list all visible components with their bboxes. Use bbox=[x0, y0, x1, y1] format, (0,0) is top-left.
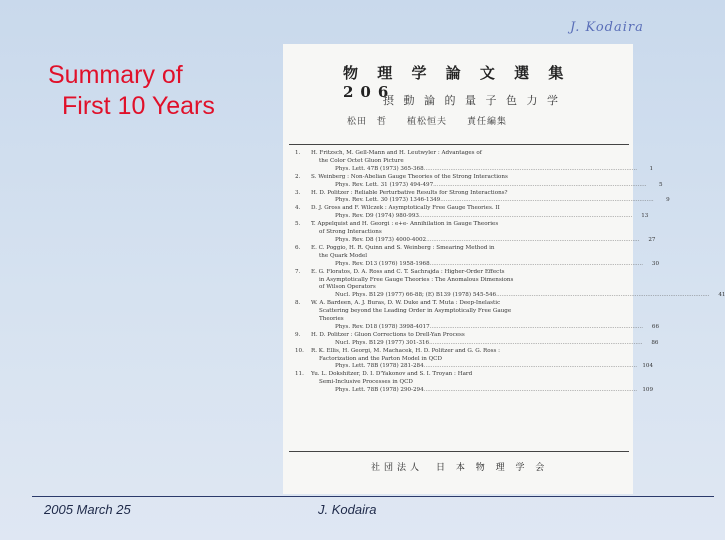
toc-entry-text: Phys. Lett. 47B (1973) 365-368 bbox=[335, 165, 424, 172]
slide-title-line-2: First 10 Years bbox=[62, 92, 215, 120]
toc-entry-text: E. G. Floratos, D. A. Ross and C. T. Sachrajda : Higher-Order Effects bbox=[311, 268, 505, 275]
toc-entry-text: S. Weinberg : Non-Abelian Gauge Theories of the Strong Interactions bbox=[311, 173, 508, 180]
toc-entry bbox=[291, 197, 670, 205]
toc-entry-text: T. Appelquist and H. Georgi : e+e- Annihilation in Gauge Theories bbox=[311, 221, 499, 228]
toc-entry-text: the Quark Model bbox=[319, 252, 368, 259]
toc-entry bbox=[291, 269, 625, 277]
toc-entry-page: 13 bbox=[641, 213, 649, 220]
toc-entry-number: 9. bbox=[295, 331, 301, 338]
toc-entry-page: 5 bbox=[658, 181, 663, 188]
toc-entry bbox=[291, 316, 625, 324]
toc-entry-text: of Strong Interactions bbox=[319, 229, 382, 236]
toc-entry bbox=[291, 323, 660, 332]
toc-entry bbox=[291, 165, 654, 174]
document-title: 物 理 学 論 文 選 集 206 bbox=[343, 64, 571, 101]
scanned-document bbox=[283, 44, 725, 494]
toc-entry bbox=[291, 253, 625, 261]
toc-entry-text: of Wilson Operators bbox=[319, 284, 376, 291]
footer-date: 2005 March 25 bbox=[44, 502, 131, 517]
toc-entry bbox=[291, 245, 625, 253]
toc-leader-dots: ........................................................................................................................ bbox=[423, 387, 638, 394]
toc-entry-text: the Color Octet Gluon Picture bbox=[319, 157, 404, 164]
toc-entry-text: Nucl. Phys. B129 (1977) 301-316 bbox=[335, 339, 430, 346]
toc-entry-number: 7. bbox=[295, 268, 301, 275]
toc-entry bbox=[291, 236, 656, 245]
footer-author: J. Kodaira bbox=[318, 502, 377, 517]
toc-leader-dots: ........................................................................................................................ bbox=[423, 165, 638, 172]
toc-entry-text: Phys. Rev. D13 (1976) 1958-1968 bbox=[335, 260, 430, 267]
toc-entry bbox=[291, 371, 625, 379]
toc-leader-dots: ........................................................................................................................ bbox=[429, 323, 644, 330]
toc-entry-text: Phys. Rev. D9 (1974) 980-993 bbox=[335, 213, 419, 220]
toc-entry-number: 6. bbox=[295, 244, 301, 251]
toc-entry-page: 104 bbox=[642, 363, 654, 370]
toc-leader-dots: ........................................................................................................................ bbox=[418, 213, 633, 220]
document-subtitle: 摂 動 論 的 量 子 色 力 学 bbox=[383, 94, 561, 107]
toc-entry-text: Phys. Rev. Lett. 31 (1973) 494-497 bbox=[335, 181, 434, 188]
toc-entry-text: R. K. Ellis, H. Georgi, M. Machacek, H. D. Politzer and G. G. Ross : bbox=[311, 347, 501, 354]
toc-entry bbox=[291, 348, 625, 356]
toc-entry-text: H. D. Politzer : Gluon Corrections to Drell-Yan Process bbox=[311, 331, 465, 338]
toc-entry-page: 30 bbox=[651, 260, 660, 267]
toc-entry bbox=[291, 292, 725, 300]
toc-leader-dots: ........................................................................................................................ bbox=[440, 197, 654, 204]
toc-entry-text: Phys. Rev. Lett. 30 (1973) 1346-1349 bbox=[335, 197, 441, 204]
toc-entry-text: H. Fritzsch, M. Gell-Mann and H. Leutwyler : Advantages of bbox=[311, 150, 482, 156]
toc-entry-text: Phys. Rev. D8 (1973) 4000-4002 bbox=[335, 236, 427, 243]
toc-entry bbox=[291, 229, 625, 237]
toc-entry-text: W. A. Bardeen, A. J. Buras, D. W. Duke and T. Muta : Deep-Inelastic bbox=[311, 300, 501, 307]
toc-entry-text: Nucl. Phys. B129 (1977) 66-88; (E) B139 (1978) 545-546 bbox=[335, 292, 497, 299]
document-publisher: 社団法人 日 本 物 理 学 会 bbox=[371, 463, 549, 473]
slide-title bbox=[48, 60, 215, 122]
toc-entry-text: Factorization and the Parton Model in QCD bbox=[319, 355, 442, 362]
toc-entry-number: 8. bbox=[295, 300, 301, 307]
toc-entry bbox=[291, 221, 625, 229]
toc-entry-text: Phys. Rev. D18 (1978) 3998-4017 bbox=[335, 323, 430, 330]
toc-leader-dots: ........................................................................................................................ bbox=[433, 181, 647, 188]
toc-entry-page: 27 bbox=[648, 236, 656, 243]
toc-entry-text: Semi-Inclusive Processes in QCD bbox=[319, 379, 413, 386]
toc-leader-dots: ........................................................................................................................ bbox=[423, 363, 638, 370]
toc-entry-text: Scattering beyond the Leading Order in Asymptotically Free Gauge bbox=[319, 308, 512, 315]
toc-entry-page: 66 bbox=[651, 323, 660, 330]
toc-entry bbox=[291, 308, 625, 316]
toc-leader-dots: ........................................................................................................................ bbox=[426, 236, 640, 243]
author-signature: J. Kodaira bbox=[570, 20, 644, 35]
toc-entry bbox=[291, 387, 654, 395]
table-of-contents bbox=[291, 150, 725, 395]
toc-entry bbox=[291, 181, 663, 190]
toc-entry-text: Phys. Lett. 78B (1978) 290-294 bbox=[335, 387, 424, 394]
document-editors: 松田 哲 植松恒夫 責任編集 bbox=[347, 117, 508, 127]
toc-leader-dots: ........................................................................................................................ bbox=[496, 292, 710, 299]
toc-entry bbox=[291, 339, 659, 348]
toc-entry-page: 109 bbox=[642, 387, 654, 394]
toc-entry-page: 86 bbox=[651, 339, 659, 346]
toc-entry-text: H. D. Politzer : Reliable Perturbative Results for Strong Interactions? bbox=[311, 189, 508, 196]
toc-entry-number: 5. bbox=[295, 221, 301, 228]
toc-entry-text: E. C. Poggio, H. R. Quinn and S. Weinberg : Smearing Method in bbox=[311, 244, 495, 251]
toc-entry bbox=[291, 260, 660, 269]
toc-leader-dots: ........................................................................................................................ bbox=[429, 260, 644, 267]
toc-entry bbox=[291, 174, 625, 182]
toc-entry bbox=[291, 213, 649, 221]
toc-entry-number: 3. bbox=[295, 189, 301, 196]
toc-entry bbox=[291, 379, 625, 387]
divider bbox=[289, 144, 629, 145]
toc-entry-text: Phys. Lett. 78B (1978) 281-284 bbox=[335, 363, 424, 370]
toc-entry bbox=[291, 363, 654, 371]
divider bbox=[289, 451, 629, 452]
toc-entry bbox=[291, 158, 625, 166]
toc-leader-dots: ........................................................................................................................ bbox=[429, 339, 643, 346]
toc-entry bbox=[291, 150, 625, 158]
toc-entry-number: 1. bbox=[295, 150, 301, 156]
toc-entry-page: 41 bbox=[718, 292, 725, 299]
toc-entry bbox=[291, 300, 625, 308]
toc-entry-text: in Asymptotically Free Gauge Theories : The Anomalous Dimensions bbox=[319, 276, 514, 283]
toc-entry-text: D. J. Gross and F. Wilczek : Asymptotically Free Gauge Theories. II bbox=[311, 205, 500, 212]
toc-entry-text: Theories bbox=[319, 316, 344, 323]
toc-entry-number: 2. bbox=[295, 173, 301, 180]
toc-entry-number: 10. bbox=[295, 347, 304, 354]
footer-divider bbox=[32, 496, 714, 497]
toc-entry-number: 4. bbox=[295, 205, 301, 212]
toc-entry bbox=[291, 277, 625, 285]
toc-entry-number: 11. bbox=[295, 371, 304, 378]
slide-title-line-1: Summary of bbox=[48, 61, 183, 89]
toc-entry-page: 9 bbox=[666, 197, 670, 204]
toc-entry bbox=[291, 332, 625, 340]
toc-entry-text: Yu. L. Dokshitzer, D. I. D'Yakonov and S. I. Troyan : Hard bbox=[311, 371, 473, 378]
toc-entry-page: 1 bbox=[649, 165, 654, 172]
